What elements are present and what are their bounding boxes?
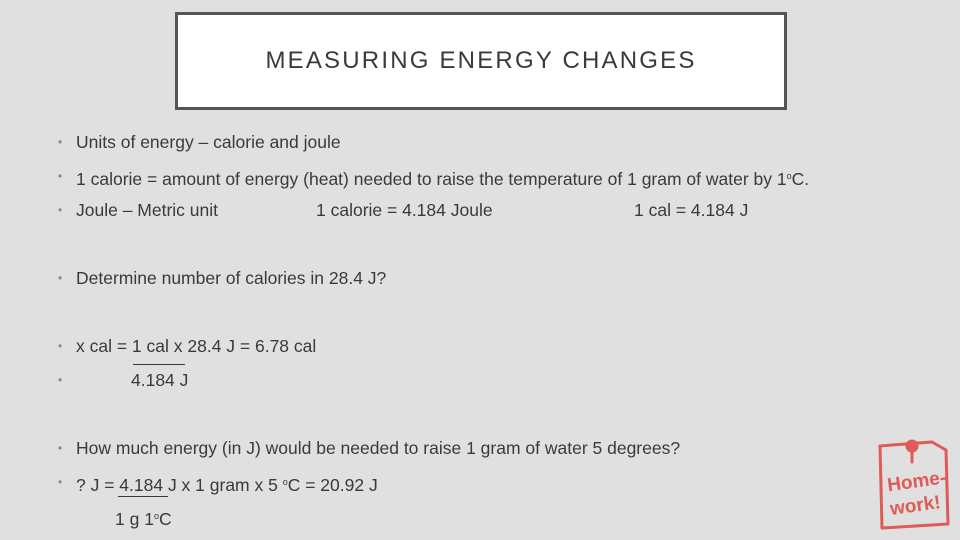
fraction-line	[118, 496, 168, 497]
joule-calc-text: ? J = 4.184 J x 1 gram x 5	[76, 475, 283, 495]
bullet-dot: •	[58, 135, 63, 149]
denominator-end: C	[158, 509, 172, 529]
bullet-dot: •	[58, 373, 63, 387]
homework-clipboard-icon	[872, 436, 952, 532]
bullet-dot: •	[58, 441, 63, 455]
calorie-definition-text: 1 calorie = amount of energy (heat) needed to raise the temperature of 1 gram of water by 1	[76, 169, 787, 189]
degree-sup: o	[282, 477, 288, 487]
bullet-energy-question: How much energy (in J) would be needed to raise 1 gram of water 5 degrees?	[76, 438, 681, 458]
bullet-units-of-energy: Units of energy – calorie and joule	[76, 132, 341, 152]
cal-j-equivalence: 1 cal = 4.184 J	[634, 200, 749, 220]
bullet-dot: •	[58, 475, 63, 489]
calorie-definition-end: C.	[791, 169, 810, 189]
bullet-dot: •	[58, 169, 63, 183]
homework-line-2: work!	[888, 492, 942, 520]
title-box	[175, 12, 787, 110]
degree-sup: o	[153, 511, 159, 521]
joule-calc-end: C = 20.92 J	[287, 475, 378, 495]
page-title: MEASURING ENERGY CHANGES	[265, 47, 697, 74]
bullet-calorie-definition	[76, 165, 809, 190]
denominator-text: 1 g 1	[115, 509, 154, 529]
bullet-calorie-calculation: x cal = 1 cal x 28.4 J = 6.78 cal	[76, 336, 317, 356]
calorie-joule-equivalence: 1 calorie = 4.184 Joule	[316, 200, 493, 220]
fraction-denominator: 4.184 J	[131, 370, 189, 390]
fraction-denominator-units	[115, 505, 172, 530]
degree-sup: o	[786, 171, 792, 181]
joule-metric-unit: Joule – Metric unit	[76, 200, 219, 220]
bullet-dot: •	[58, 271, 63, 285]
homework-line-1: Home-	[885, 467, 948, 497]
fraction-line	[133, 364, 185, 365]
bullet-dot: •	[58, 203, 63, 217]
bullet-determine-calories: Determine number of calories in 28.4 J?	[76, 268, 387, 288]
bullet-dot: •	[58, 339, 63, 353]
bullet-joule-calculation	[76, 471, 378, 496]
